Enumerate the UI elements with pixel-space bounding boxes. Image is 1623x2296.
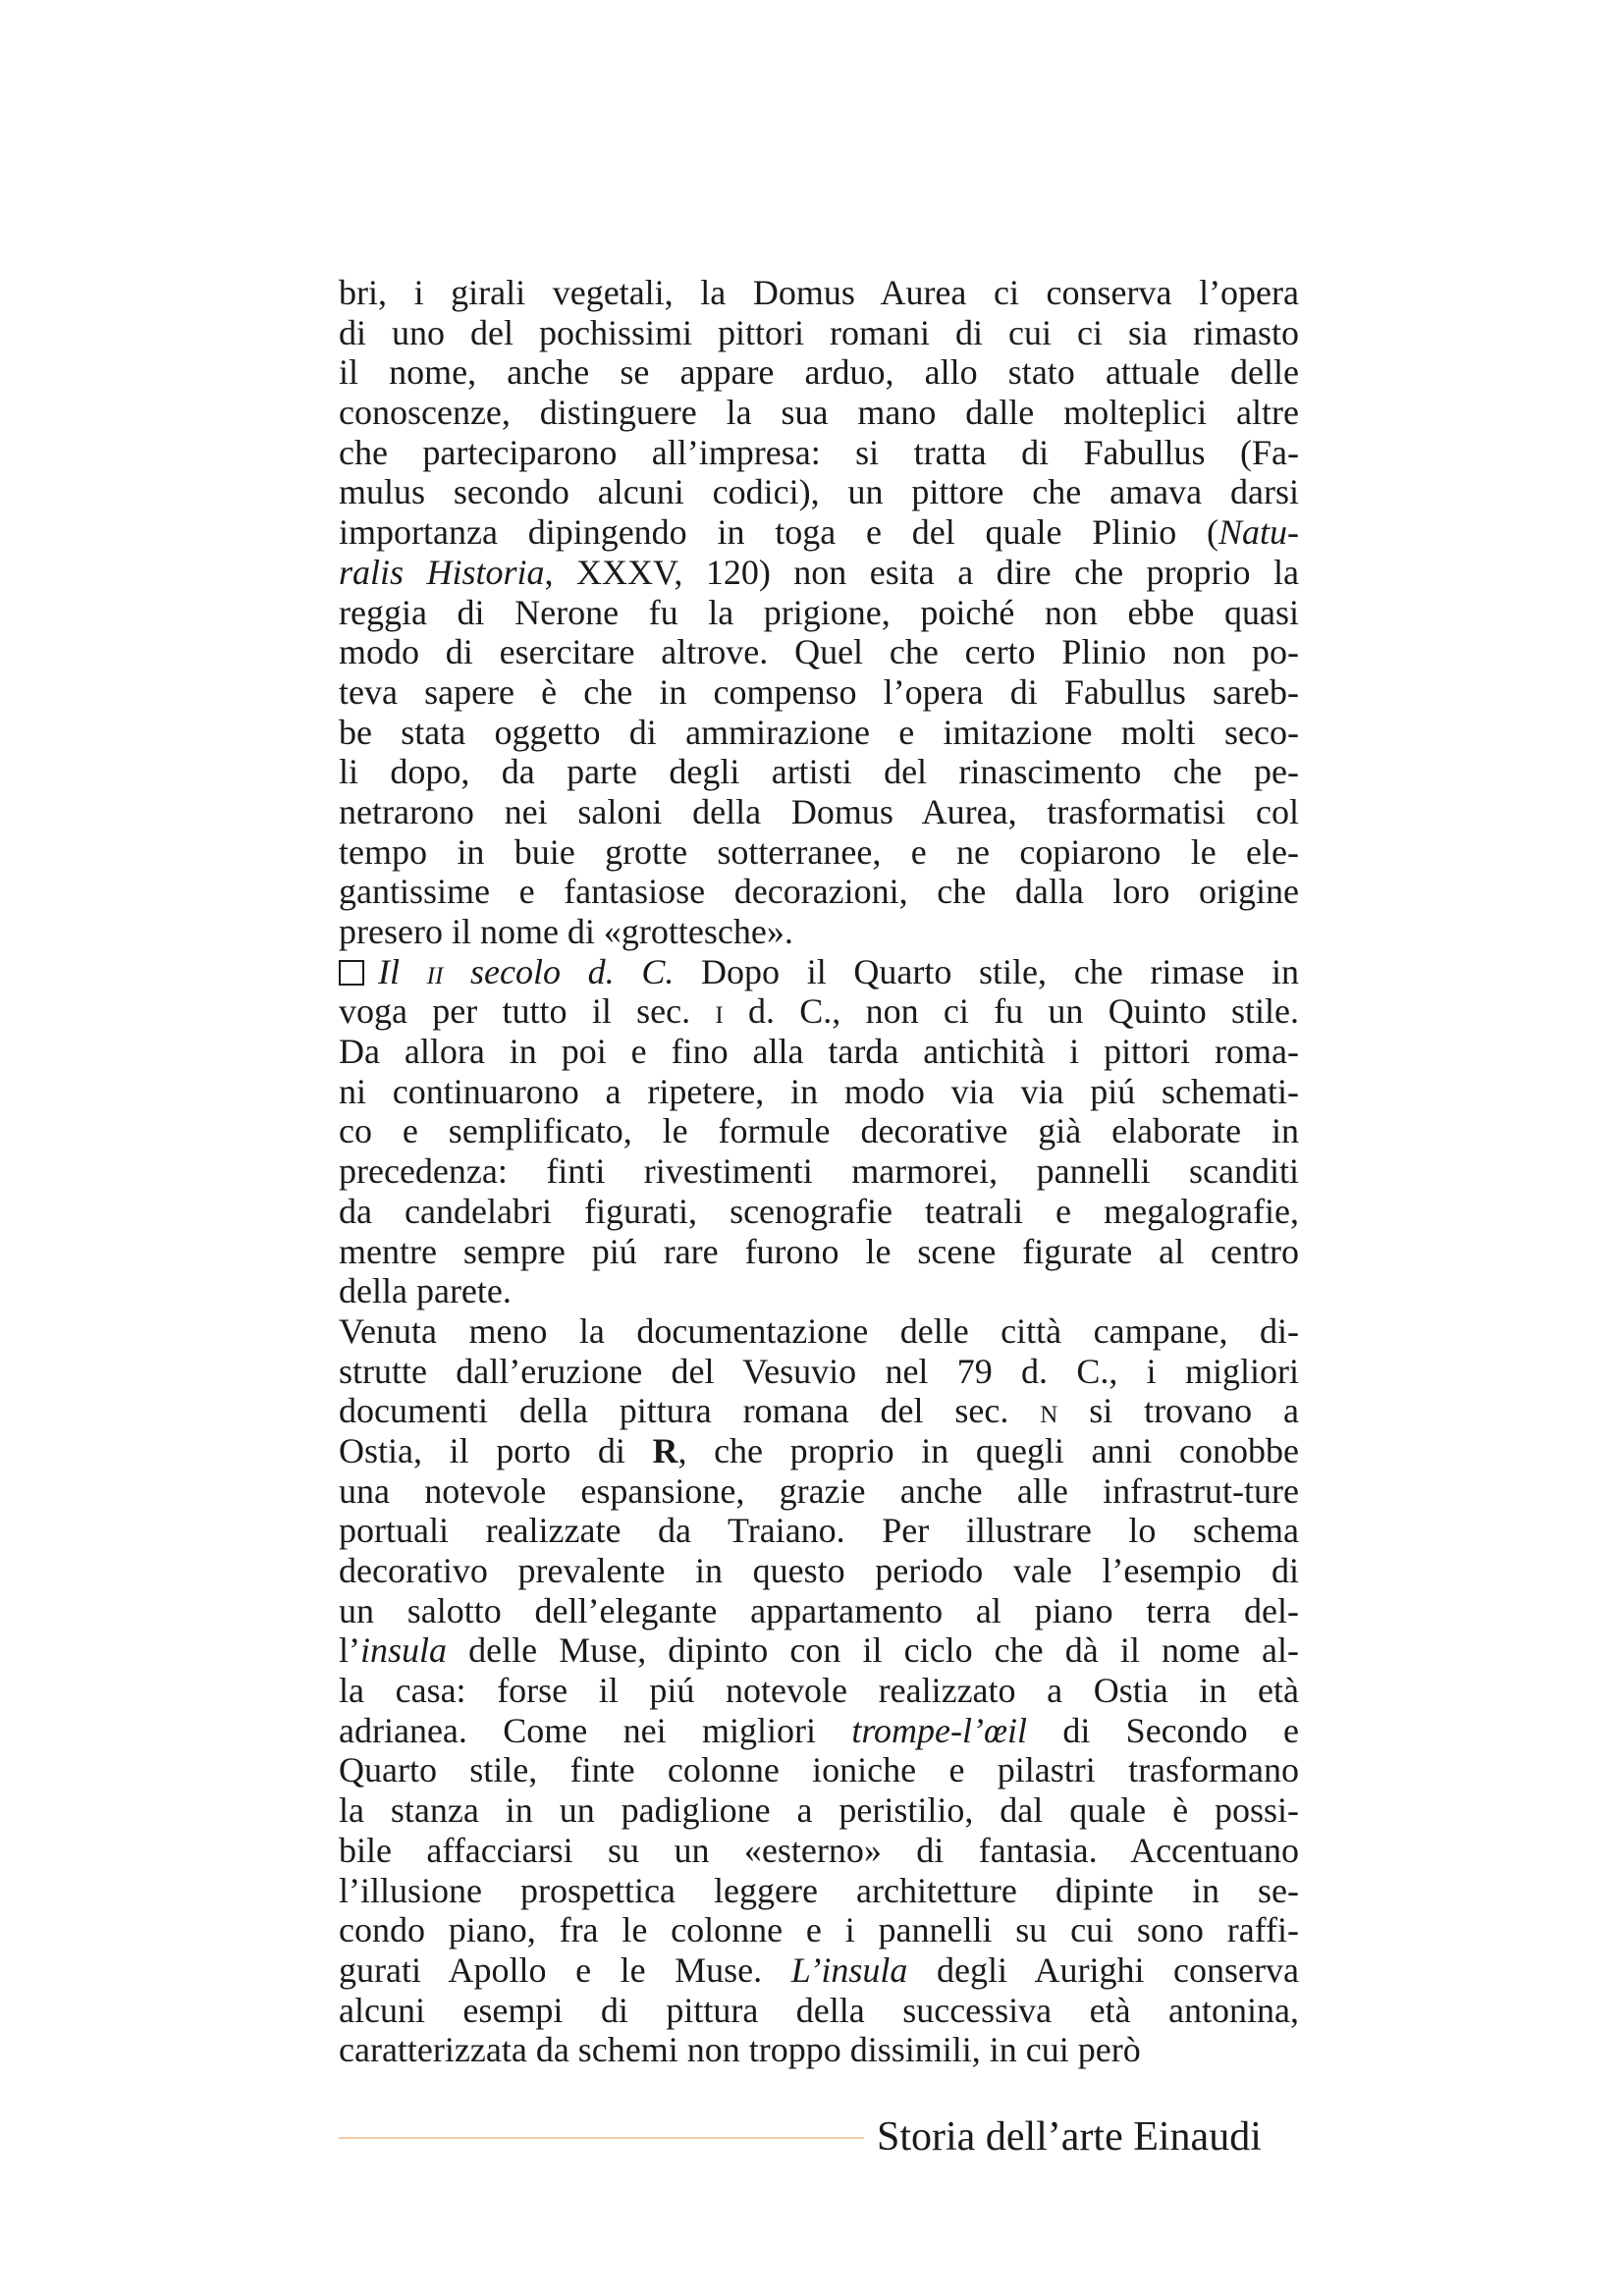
text-segment: della parete. [339,1271,512,1311]
paragraph [339,1311,1299,2070]
text-segment: gantissime e fantasiose decorazioni, che dalla loro origine [339,872,1299,912]
text-line [339,1311,1299,1352]
footer-title: Storia dell’arte Einaudi [877,2114,1262,2160]
text-line [339,352,1299,393]
text-segment: adrianea. Come nei migliori [339,1710,852,1750]
text-line [339,832,1299,873]
text-segment: ii [426,951,444,991]
text-line [339,1151,1299,1192]
text-line [339,433,1299,473]
text-segment: bri, i girali vegetali, la Domus Aurea ci conserva l’opera [339,273,1299,312]
section-marker-icon [339,960,364,986]
text-segment: mulus secondo alcuni codici), un pittore che amava darsi [339,472,1299,512]
text-segment: da candelabri figurati, scenografie teatrali e megalografie, [339,1191,1299,1231]
text-line [339,1352,1299,1392]
text-line [339,313,1299,353]
text-line [339,672,1299,713]
text-segment: una notevole espansione, grazie anche alle infrastrut-ture [339,1470,1299,1511]
text-segment: , che proprio in quegli anni conobbe [677,1430,1299,1470]
text-segment: importanza dipingendo in toga e del quale Plinio ( [339,512,1218,553]
text-segment: l’illusione prospettica leggere architetture dipinte in se- [339,1870,1299,1910]
text-segment: n [1040,1391,1058,1431]
text-segment: presero il nome di «grottesche». [339,912,793,951]
text-segment: alcuni esempi di pittura della successiva età antonina, [339,1990,1299,2030]
text-line [339,1991,1299,2031]
text-segment: tempo in buie grotte sotterranee, e ne copiarono le ele- [339,831,1299,872]
text-line [339,1192,1299,1232]
text-segment: li dopo, da parte degli artisti del rinascimento che pe- [339,752,1299,792]
text-line [339,1950,1299,1991]
text-segment: l’ [339,1630,360,1671]
text-line [339,1671,1299,1711]
text-segment: d. C., non ci fu un Quinto stile. [723,991,1299,1032]
text-line [339,752,1299,792]
text-segment: Dopo il Quarto stile, che rimase in [674,951,1299,991]
text-line [339,1871,1299,1911]
text-line [339,593,1299,633]
text-segment: insula [360,1630,448,1671]
body-text [339,273,1299,2070]
text-line [339,991,1299,1032]
text-line [339,1831,1299,1871]
text-line [339,872,1299,912]
text-line [339,1232,1299,1272]
text-segment: precedenza: finti rivestimenti marmorei, pannelli scanditi [339,1151,1299,1192]
text-segment: Quarto stile, finte colonne ioniche e pilastri trasformano [339,1750,1299,1790]
text-segment: Natu- [1217,512,1299,553]
text-line [339,1750,1299,1790]
text-segment: Venuta meno la documentazione delle città campane, di- [339,1310,1299,1351]
text-line [339,1711,1299,1751]
text-segment: R [652,1430,678,1470]
text-line [339,273,1299,313]
text-line [339,1391,1299,1431]
text-line [339,2030,1299,2070]
text-segment: condo piano, fra le colonne e i pannelli su cui sono raffi- [339,1910,1299,1950]
text-segment: Da allora in poi e fino alla tarda antichità i pittori roma- [339,1032,1299,1072]
text-line [339,393,1299,433]
text-line [339,1551,1299,1591]
text-line [339,1630,1299,1671]
text-segment: caratterizzata da schemi non troppo dissimili, in cui però [339,2030,1141,2070]
text-line [339,952,1299,992]
text-segment: trompe-l’œil [851,1710,1027,1750]
text-segment: la casa: forse il piú notevole realizzato a Ostia in età [339,1671,1299,1711]
text-line [339,632,1299,672]
text-line [339,1511,1299,1551]
text-segment: che parteciparono all’impresa: si tratta di Fabullus (Fa- [339,432,1299,472]
text-segment: i [715,991,724,1032]
text-line [339,1072,1299,1112]
text-segment: un salotto dell’elegante appartamento al piano terra del- [339,1590,1299,1630]
text-line [339,1032,1299,1072]
text-segment: L’insula [790,1949,908,1990]
text-segment: decorativo prevalente in questo periodo vale l’esempio di [339,1551,1299,1590]
text-line [339,912,1299,952]
text-segment: teva sapere è che in compenso l’opera di Fabullus sareb- [339,671,1299,712]
paragraph [339,273,1299,952]
text-segment: netrarono nei saloni della Domus Aurea, trasformatisi col [339,791,1299,831]
text-segment: ralis Historia [339,552,545,592]
text-segment: di uno del pochissimi pittori romani di cui ci sia rimasto [339,312,1299,352]
text-segment: si trovano a [1057,1391,1299,1431]
text-segment: portuali realizzate da Traiano. Per illustrare lo schema [339,1511,1299,1551]
text-line [339,1790,1299,1831]
text-segment: co e semplificato, le formule decorative già elaborate in [339,1111,1299,1151]
text-segment: strutte dall’eruzione del Vesuvio nel 79 d. C., i migliori [339,1351,1299,1391]
text-line [339,472,1299,512]
text-line [339,1271,1299,1311]
text-segment: mentre sempre piú rare furono le scene figurate al centro [339,1231,1299,1271]
text-segment: delle Muse, dipinto con il ciclo che dà il nome al- [447,1630,1299,1671]
text-segment: modo di esercitare altrove. Quel che certo Plinio non po- [339,632,1299,672]
text-line [339,553,1299,593]
text-segment: gurati Apollo e le Muse. [339,1949,791,1990]
text-segment: di Secondo e [1026,1710,1299,1750]
text-segment: bile affacciarsi su un «esterno» di fantasia. Accentuano [339,1830,1299,1870]
text-line [339,713,1299,753]
text-segment: reggia di Nerone fu la prigione, poiché non ebbe quasi [339,592,1299,632]
text-segment: documenti della pittura romana del sec. [339,1391,1041,1431]
text-segment: be stata oggetto di ammirazione e imitazione molti seco- [339,712,1299,752]
text-segment: secolo d. C. [443,951,675,991]
text-line [339,1431,1299,1471]
text-line [339,1111,1299,1151]
text-segment: degli Aurighi conserva [907,1949,1299,1990]
paragraph [339,952,1299,1311]
footer-rule [339,2137,864,2139]
text-segment: Ostia, il porto di [339,1430,653,1470]
text-segment: , XXXV, 120) non esita a dire che proprio la [544,552,1299,592]
text-line [339,512,1299,553]
text-segment: ni continuarono a ripetere, in modo via via piú schemati- [339,1071,1299,1111]
text-segment: conoscenze, distinguere la sua mano dalle molteplici altre [339,393,1299,433]
text-line [339,1910,1299,1950]
text-segment: la stanza in un padiglione a peristilio, dal quale è possi- [339,1790,1299,1831]
text-line [339,1591,1299,1631]
text-segment: Il [378,951,427,991]
text-line [339,1471,1299,1512]
text-line [339,792,1299,832]
text-segment: il nome, anche se appare arduo, allo stato attuale delle [339,352,1299,393]
text-segment: voga per tutto il sec. [339,991,716,1032]
